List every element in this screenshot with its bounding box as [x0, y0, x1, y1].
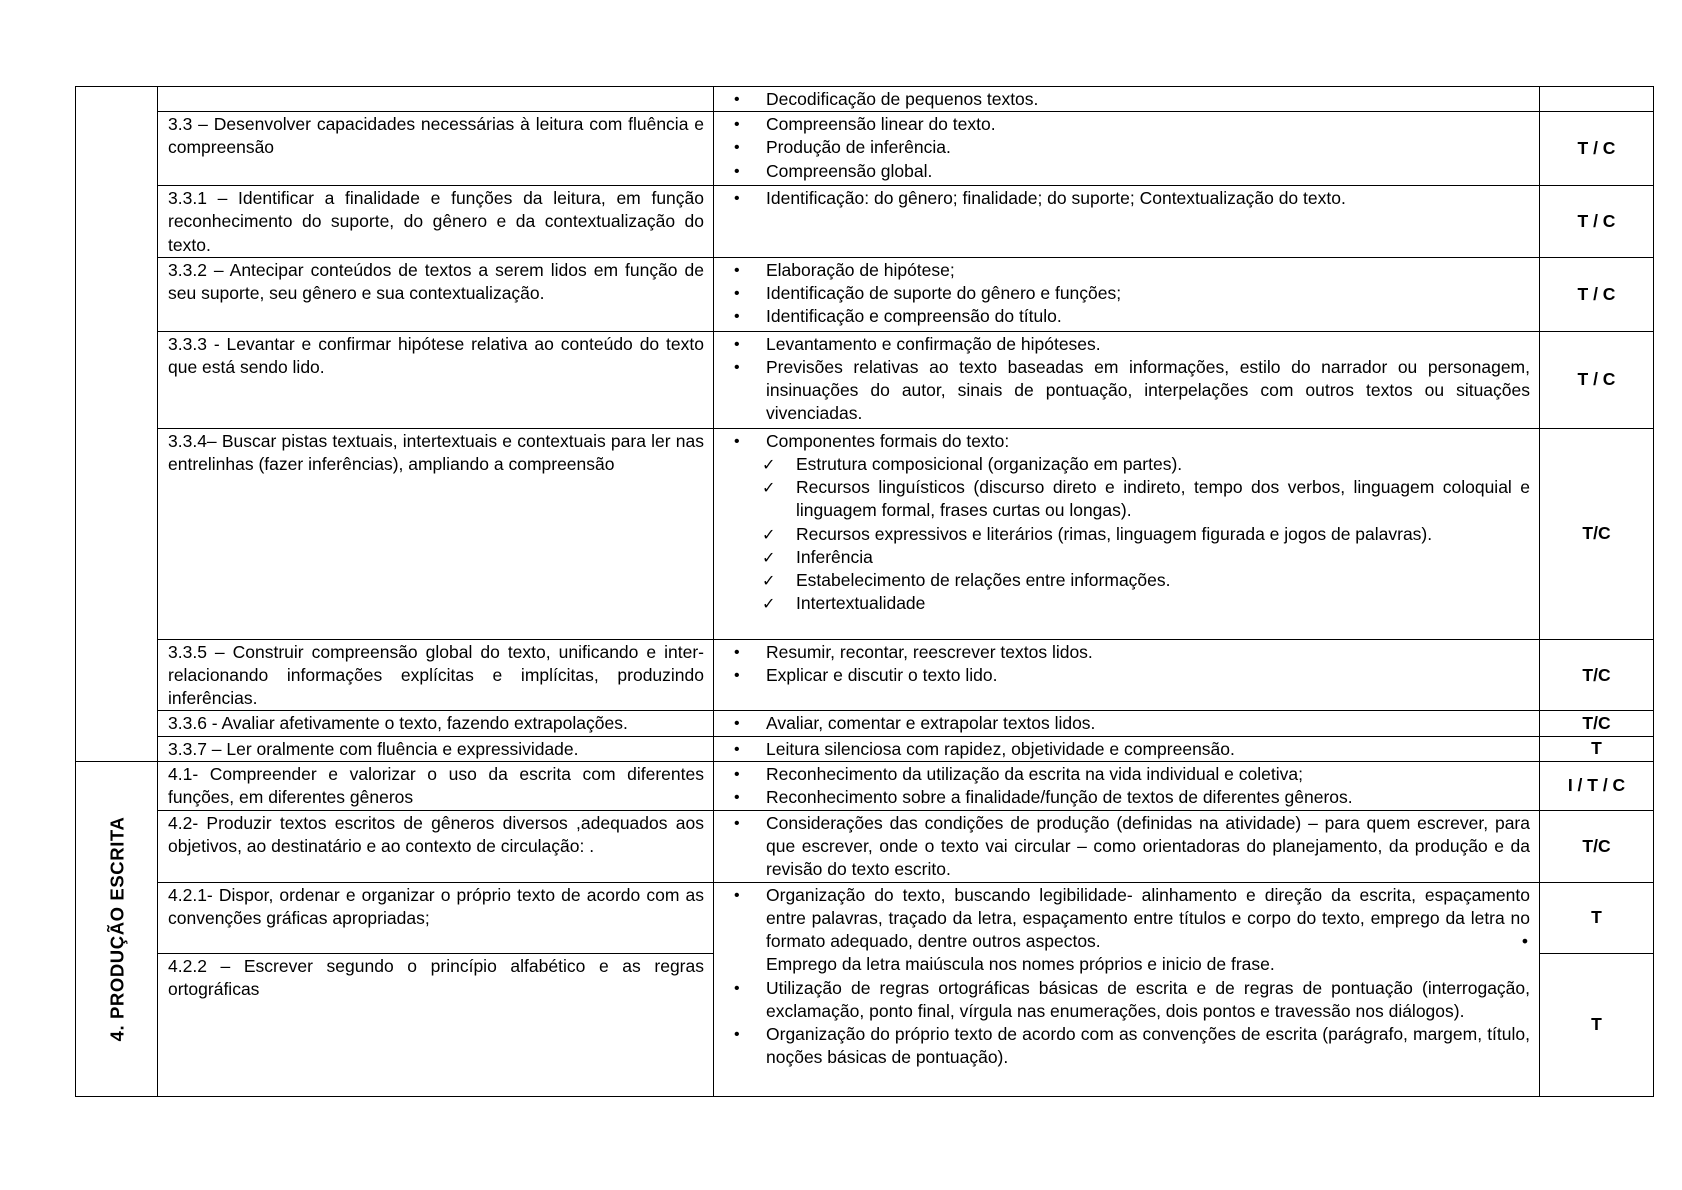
content-item: • Decodificação de pequenos textos. — [766, 88, 1530, 111]
dangling-bullet: • — [1521, 931, 1528, 952]
table-row — [76, 810, 1654, 882]
objective-cell: 3.3.6 - Avaliar afetivamente o texto, fazendo extrapolações. — [158, 711, 714, 736]
content-item: • Produção de inferência. — [766, 136, 1530, 159]
contents-cell — [714, 331, 1540, 428]
code-cell: T / C — [1540, 331, 1654, 428]
objective-cell: 4.2- Produzir textos escritos de gêneros diversos ,adequados aos objetivos, ao destinatário e ao contexto de circulação: . — [158, 810, 714, 882]
content-item: • Utilização de regras ortográficas básicas de escrita e de regras de pontuação (interrogação, exclamação, ponto final, vírgula nas enumerações, dois pontos e travessão nos diálogos). — [766, 977, 1530, 1023]
check-item: ✓ Estrutura composicional (organização em partes). — [796, 453, 1530, 476]
code-cell: T / C — [1540, 257, 1654, 331]
content-item: • Explicar e discutir o texto lido. — [766, 664, 1530, 687]
contents-cell — [714, 428, 1540, 639]
contents-cell — [714, 711, 1540, 736]
content-item: • Compreensão linear do texto. — [766, 113, 1530, 136]
table-row — [76, 882, 1654, 953]
section-cell-reading — [76, 87, 158, 762]
content-item: • Reconhecimento sobre a finalidade/função de textos de diferentes gêneros. — [766, 786, 1530, 809]
table-row — [76, 761, 1654, 810]
objective-cell: 3.3 – Desenvolver capacidades necessárias à leitura com fluência e compreensão — [158, 112, 714, 186]
objective-cell: 3.3.4– Buscar pistas textuais, intertextuais e contextuais para ler nas entrelinhas (fazer inferências), ampliando a compreensão — [158, 428, 714, 639]
table-row — [76, 186, 1654, 258]
objective-cell: 4.1- Compreender e valorizar o uso da escrita com diferentes funções, em diferentes gêneros — [158, 761, 714, 810]
content-item: • Leitura silenciosa com rapidez, objetividade e compreensão. — [766, 738, 1530, 761]
curriculum-table — [75, 86, 1654, 1097]
content-item: • Identificação e compreensão do título. — [766, 305, 1530, 328]
content-continued: Emprego da letra maiúscula nos nomes próprios e inicio de frase. — [766, 954, 1275, 975]
content-item: • Reconhecimento da utilização da escrita na vida individual e coletiva; — [766, 763, 1530, 786]
content-item: • Identificação de suporte do gênero e funções; — [766, 282, 1530, 305]
table-row — [76, 736, 1654, 761]
content-item: • Avaliar, comentar e extrapolar textos lidos. — [766, 712, 1530, 735]
content-item: • Componentes formais do texto: — [766, 430, 1530, 453]
contents-cell — [714, 87, 1540, 112]
check-item: ✓ Inferência — [796, 546, 1530, 569]
code-cell: T / C — [1540, 186, 1654, 258]
code-cell: T — [1540, 736, 1654, 761]
objective-cell: 4.2.1- Dispor, ordenar e organizar o próprio texto de acordo com as convenções gráficas apropriadas; — [158, 882, 714, 953]
table-row — [76, 428, 1654, 639]
objective-cell: 3.3.2 – Antecipar conteúdos de textos a serem lidos em função de seu suporte, seu gênero e sua contextualização. — [158, 257, 714, 331]
contents-cell — [714, 639, 1540, 711]
code-cell: T/C — [1540, 810, 1654, 882]
content-item: • Organização do próprio texto de acordo com as convenções de escrita (parágrafo, margem, título, noções básicas de pontuação). — [766, 1023, 1530, 1069]
section-title: 4. PRODUÇÃO ESCRITA — [105, 816, 127, 1042]
objective-cell — [158, 87, 714, 112]
objective-cell: 3.3.7 – Ler oralmente com fluência e expressividade. — [158, 736, 714, 761]
contents-cell — [714, 761, 1540, 810]
content-item — [766, 884, 1530, 954]
check-item: ✓ Intertextualidade — [796, 592, 1530, 615]
contents-cell — [714, 257, 1540, 331]
contents-cell — [714, 186, 1540, 258]
contents-cell — [714, 112, 1540, 186]
code-cell: T/C — [1540, 428, 1654, 639]
table-row — [76, 257, 1654, 331]
content-item: • Considerações das condições de produção (definidas na atividade) – para quem escrever, para que escrever, onde o texto vai circular – como orientadoras do planejamento, da produção e da revisão do texto escrito. — [766, 812, 1530, 882]
table-row — [76, 112, 1654, 186]
contents-cell — [714, 736, 1540, 761]
content-item: • Compreensão global. — [766, 160, 1530, 183]
table-row — [76, 639, 1654, 711]
section-cell-writing — [76, 761, 158, 1096]
code-cell: T — [1540, 882, 1654, 953]
content-item: • Levantamento e confirmação de hipóteses. — [766, 333, 1530, 356]
content-item: • Resumir, recontar, reescrever textos lidos. — [766, 641, 1530, 664]
check-item: ✓ Estabelecimento de relações entre informações. — [796, 569, 1530, 592]
table-row — [76, 331, 1654, 428]
check-item: ✓ Recursos linguísticos (discurso direto e indireto, tempo dos verbos, linguagem coloquial e linguagem formal, frases curtas ou longas). — [796, 476, 1530, 522]
table-row — [76, 711, 1654, 736]
check-item: ✓ Recursos expressivos e literários (rimas, linguagem figurada e jogos de palavras). — [796, 523, 1530, 546]
table-row — [76, 87, 1654, 112]
contents-cell — [714, 810, 1540, 882]
content-item: • Previsões relativas ao texto baseadas em informações, estilo do narrador ou personagem, insinuações do autor, sinais de pontuação, interpelações com outros textos ou situações vivenciadas. — [766, 356, 1530, 426]
code-cell: T/C — [1540, 711, 1654, 736]
content-text: Organização do texto, buscando legibilidade- alinhamento e direção da escrita, espaçamento entre palavras, traçado da letra, espaçamento entre títulos e corpo do texto, emprego da letra no formato adequado, dentre outros aspectos. — [766, 884, 1530, 952]
content-item: • Elaboração de hipótese; — [766, 259, 1530, 282]
objective-cell: 3.3.5 – Construir compreensão global do texto, unificando e inter-relacionando informações explícitas e implícitas, produzindo inferências. — [158, 639, 714, 711]
content-item: • Identificação: do gênero; finalidade; do suporte; Contextualização do texto. — [766, 187, 1530, 210]
code-cell: T / C — [1540, 112, 1654, 186]
code-cell: I / T / C — [1540, 761, 1654, 810]
code-cell: T/C — [1540, 639, 1654, 711]
objective-cell: 3.3.3 - Levantar e confirmar hipótese relativa ao conteúdo do texto que está sendo lido. — [158, 331, 714, 428]
contents-cell — [714, 882, 1540, 1096]
code-cell — [1540, 87, 1654, 112]
objective-cell: 4.2.2 – Escrever segundo o princípio alfabético e as regras ortográficas — [158, 953, 714, 1096]
objective-cell: 3.3.1 – Identificar a finalidade e funções da leitura, em função reconhecimento do suporte, do gênero e da contextualização do texto. — [158, 186, 714, 258]
code-cell: T — [1540, 953, 1654, 1096]
